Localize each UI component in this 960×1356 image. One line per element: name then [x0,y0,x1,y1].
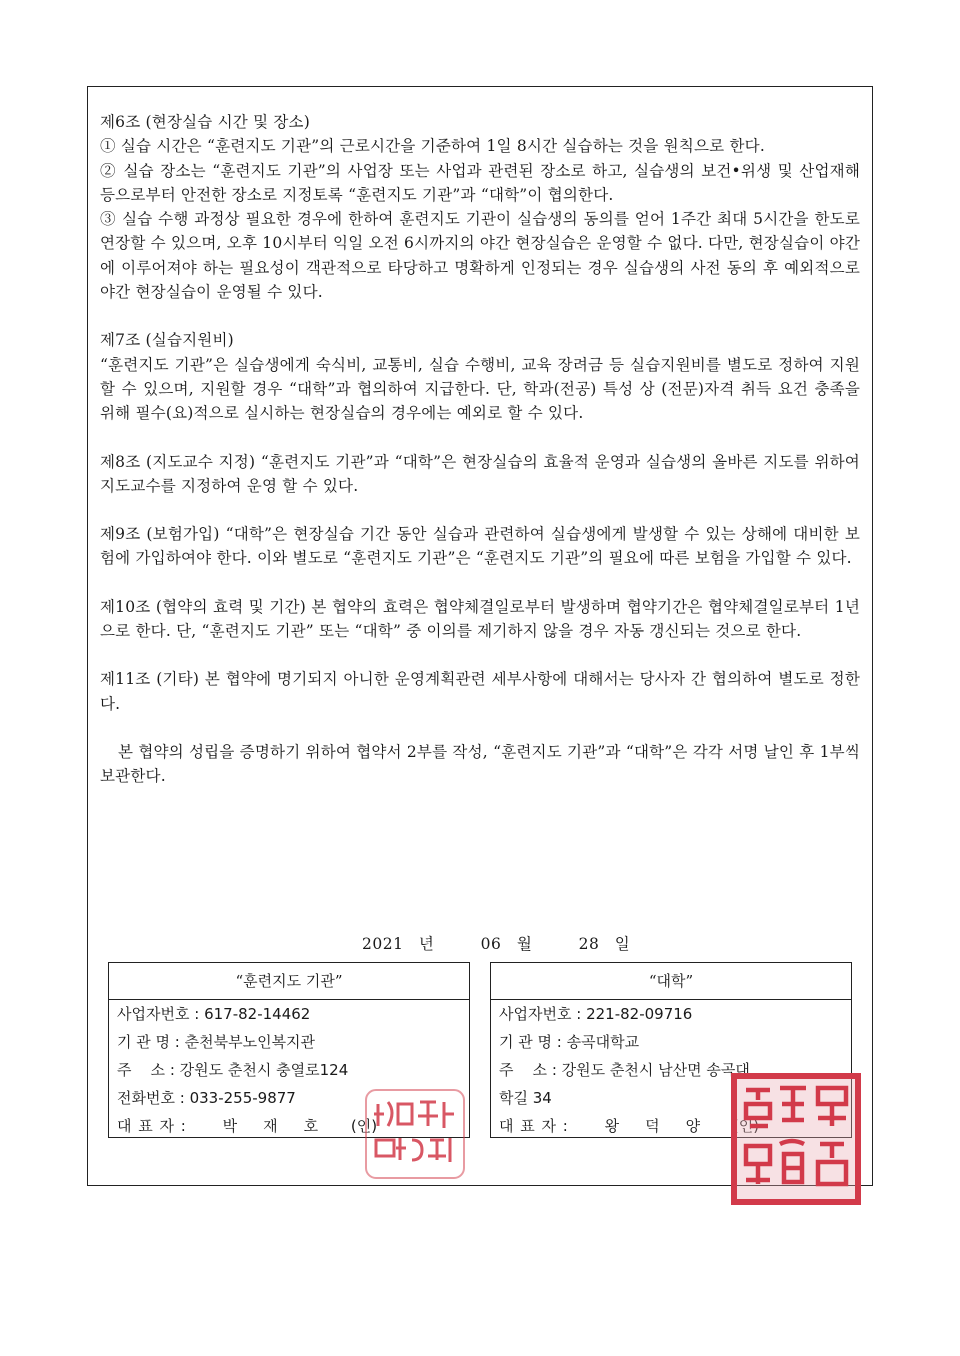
left-rep-name: 박재호 [222,1117,345,1135]
training-institution-seal [360,1084,470,1184]
right-org-row [491,1028,851,1056]
article-8: 제8조 (지도교수 지정) “훈련지도 기관”과 “대학”은 현장실습의 효율적 운영과 실습생의 올바른 지도를 위하여 지도교수를 지정하여 운영 할 수 있다. [100,452,860,495]
left-addr-value: 강원도 춘천시 충열로124 [179,1061,349,1079]
left-org-row [109,1028,469,1056]
right-addr-value-2: 학길 34 [499,1089,552,1107]
right-reg-row [491,1000,851,1028]
left-rep-label: 대 표 자 : [117,1117,186,1135]
left-reg-label: 사업자번호 : [117,1005,200,1023]
left-phone-label: 전화번호 : [117,1089,185,1107]
article-9: 제9조 (보험가입) “대학”은 현장실습 기간 동안 실습과 관련하여 실습생에게 발생할 수 있는 상해에 대비한 보험에 가입하여야 한다. 이와 별도로 “훈련지도 기관”은 “훈련지도 기관”의 필요에 따른 보험을 가입할 수 있다. [100,525,860,568]
article-10: 제10조 (협약의 효력 및 기간) 본 협약의 효력은 협약체결일로부터 발생하며 협약기간은 협약체결일로부터 1년으로 한다. 단, “훈련지도 기관” 또는 “대학” 중 이의를 제기하지 않을 경우 자동 갱신되는 것으로 한다. [100,597,860,641]
date-year-unit: 년 [418,935,435,953]
agreement-body [100,110,860,789]
article-6-title: 제6조 (현장실습 시간 및 장소) [100,113,310,131]
university-header: “대학” [491,963,851,1000]
article-6-clause-3: ③ 실습 수행 과정상 필요한 경우에 한하여 훈련지도 기관이 실습생의 동의를 얻어 1주간 최대 5시간을 한도로 연장할 수 있으며, 오후 10시부터 익일 오전 6시까지의 야간 현장실습은 운영할 수 없다. 다만, 현장실습이 야간에 이루어져야 하는 필요성이 객관적으로 타당하고 명확하게 인정되는 경우 실습생의 사전 동의 후 예외적으로 야간 현장실습이 운영될 수 있다. [100,210,860,302]
left-addr-label: 주 소 : [117,1061,175,1079]
right-org-value: 송곡대학교 [566,1033,640,1051]
article-11: 제11조 (기타) 본 협약에 명기되지 아니한 운영계획관련 세부사항에 대해서는 당사자 간 협의하여 별도로 정한다. [100,670,860,713]
right-org-label: 기 관 명 : [499,1033,562,1051]
left-org-value: 춘천북부노인복지관 [184,1033,316,1051]
date-year: 2021 [362,935,404,953]
closing-statement: 본 협약의 성립을 증명하기 위하여 협약서 2부를 작성, “훈련지도 기관”과 “대학”은 각각 서명 날인 후 1부씩 보관한다. [100,742,860,786]
right-addr-value: 강원도 춘천시 남산면 송곡대 [561,1061,750,1079]
right-rep-label: 대 표 자 : [499,1117,568,1135]
article-6-clause-2: ② 실습 장소는 “훈련지도 기관”의 사업장 또는 사업과 관련된 장소로 하고, 실습생의 보건•위생 및 산업재해 등으로부터 안전한 장소로 지정토록 “훈련지도 기관”과 “대학”이 협의한다. [100,161,860,204]
article-7 [100,328,860,425]
signing-date [362,932,630,954]
left-addr-row [109,1056,469,1084]
article-7-title: 제7조 (실습지원비) [100,331,234,350]
left-phone-value: 033-255-9877 [189,1089,296,1107]
training-institution-header: “훈련지도 기관” [109,963,469,1000]
date-day: 28 [578,935,600,953]
left-seal-mark: (인) [350,1117,378,1135]
article-6-clause-1: ① 실습 시간은 “훈련지도 기관”의 근로시간을 기준하여 1일 8시간 실습하는 것을 원칙으로 한다. [100,137,765,156]
left-reg-row [109,1000,469,1028]
left-reg-value: 617-82-14462 [204,1005,311,1023]
right-addr-label: 주 소 : [499,1061,557,1079]
right-seal-mark: (인) [732,1117,760,1135]
date-month: 06 [480,935,502,953]
left-org-label: 기 관 명 : [117,1033,180,1051]
article-7-text: “훈련지도 기관”은 실습생에게 숙식비, 교통비, 실습 수행비, 교육 장려금 등 실습지원비를 별도로 정하여 지원할 수 있으며, 지원할 경우 “대학”과 협의하여 지급한다. 단, 학과(전공) 특성 상 (전문)자격 취득 요건 충족을 위해 필수(요)적으로 실시하는 현장실습의 경우에는 예외로 할 수 있다. [100,355,860,423]
date-month-unit: 월 [516,935,533,953]
university-seal [728,1070,864,1208]
date-day-unit: 일 [614,935,631,953]
right-reg-label: 사업자번호 : [499,1005,582,1023]
article-6 [100,110,860,304]
right-reg-value: 221-82-09716 [586,1005,693,1023]
right-rep-name: 왕덕양 [604,1117,727,1135]
